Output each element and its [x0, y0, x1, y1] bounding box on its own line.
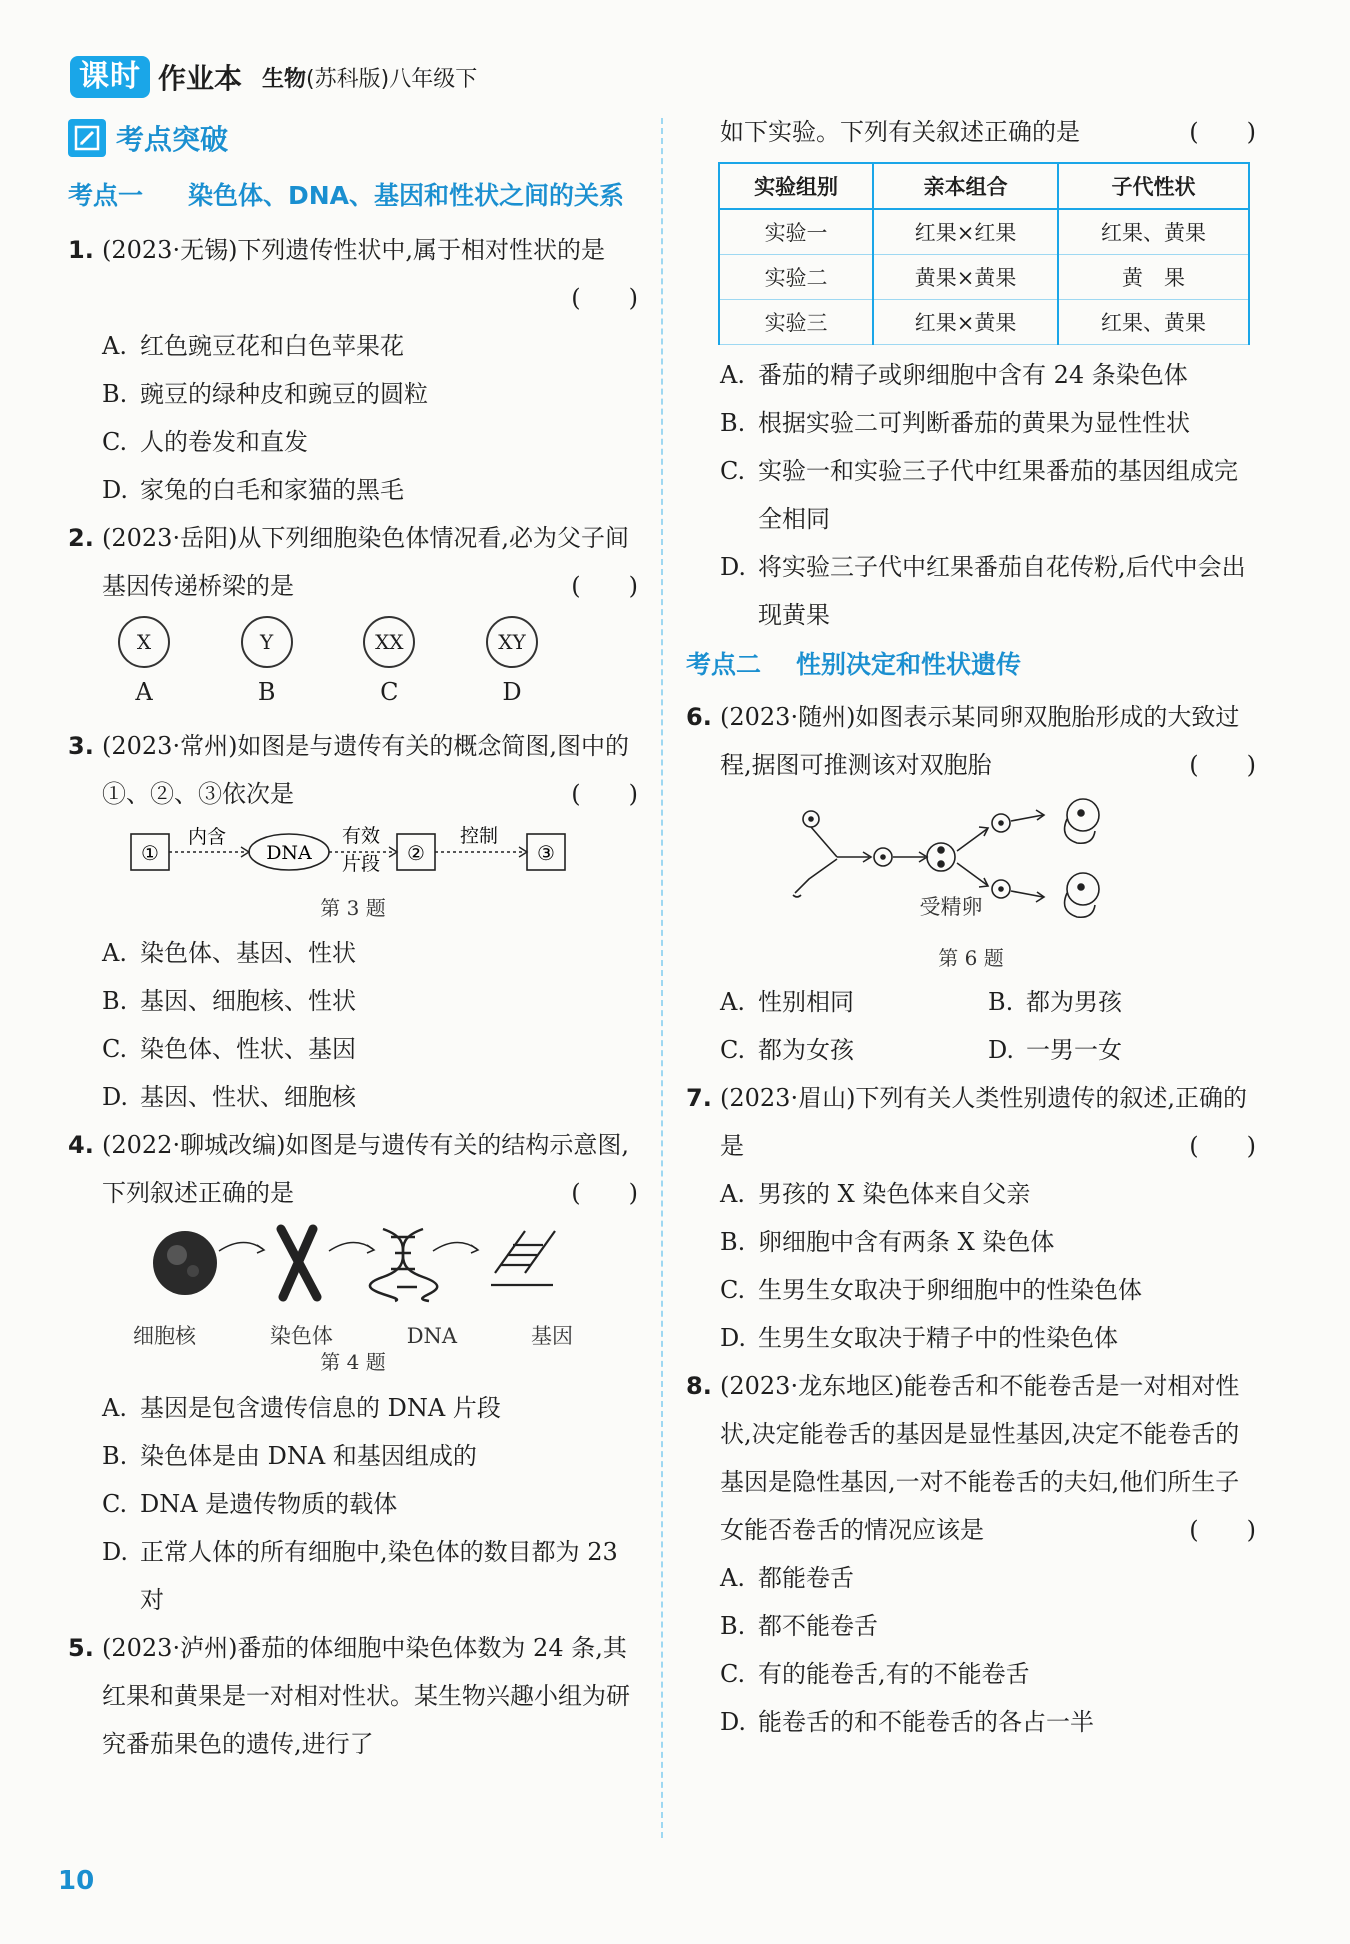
option-text: 实验一和实验三子代中红果番茄的基因组成完全相同	[758, 457, 1238, 533]
question-stem: (2023·眉山)下列有关人类性别遗传的叙述,正确的是	[720, 1084, 1248, 1160]
answer-bracket[interactable]: ( )	[1189, 1132, 1256, 1160]
option-c[interactable]	[720, 1266, 1256, 1314]
option-text: 番茄的精子或卵细胞中含有 24 条染色体	[758, 361, 1188, 389]
box-2-label: ②	[407, 841, 425, 865]
option-text: 性别相同	[758, 988, 854, 1016]
question-1	[68, 226, 638, 514]
book-title	[262, 62, 477, 93]
table-cell: 实验一	[719, 209, 873, 255]
question-6	[686, 693, 1256, 1074]
box-3-label: ③	[537, 841, 555, 865]
figure-caption: 第 6 题	[938, 946, 1004, 970]
left-column	[68, 118, 638, 1768]
option-letter: C.	[720, 457, 746, 485]
option-letter: C.	[102, 1490, 128, 1518]
question-5-continued	[686, 108, 1256, 156]
question-8	[686, 1362, 1256, 1746]
option-b[interactable]	[102, 1432, 638, 1480]
option-letter: B.	[102, 987, 128, 1015]
options-row-1	[720, 978, 1256, 1026]
option-c[interactable]	[102, 1025, 638, 1073]
brand-logo: 课时	[70, 56, 150, 98]
option-text: 都为男孩	[1026, 988, 1122, 1016]
option-text: 都为女孩	[758, 1036, 854, 1064]
option-text: 红色豌豆花和白色苹果花	[140, 332, 404, 360]
section-banner	[68, 118, 638, 158]
option-text: 基因、性状、细胞核	[140, 1083, 356, 1111]
label-chromosome: 染色体	[269, 1324, 333, 1348]
table-row	[719, 300, 1249, 345]
option-b[interactable]	[720, 1602, 1256, 1650]
keypoint-number: 考点一	[68, 181, 144, 210]
answer-bracket[interactable]: ( )	[1189, 1516, 1256, 1544]
arrow-2-label-a: 有效	[341, 825, 381, 847]
option-text: 染色体、基因、性状	[140, 939, 356, 967]
option-letter: B.	[102, 380, 128, 408]
table-cell: 实验二	[719, 255, 873, 300]
option-letter: D.	[102, 1083, 129, 1111]
label-nucleus: 细胞核	[133, 1324, 196, 1348]
question-stem-part-1: (2023·泸州)番茄的体细胞中染色体数为 24 条,其红果和黄果是一对相对性状。某生物兴趣小组为研究番茄果色的遗传,进行了	[102, 1634, 630, 1758]
subject: 生物	[262, 66, 307, 92]
option-text: 生男生女取决于卵细胞中的性染色体	[758, 1276, 1142, 1304]
option-text: 都不能卷舌	[758, 1612, 878, 1640]
option-letter: C.	[102, 1035, 128, 1063]
option-letter: B.	[988, 988, 1014, 1016]
cell-letter: A	[135, 678, 153, 706]
table-cell: 红果×红果	[873, 209, 1058, 255]
option-letter: C.	[102, 428, 128, 456]
option-c[interactable]	[720, 1026, 988, 1074]
option-c[interactable]	[720, 1650, 1256, 1698]
option-a[interactable]	[720, 1554, 1256, 1602]
option-d[interactable]	[720, 1698, 1256, 1746]
question-4	[68, 1121, 638, 1624]
structure-figure	[68, 1223, 638, 1374]
table-header: 亲本组合	[873, 163, 1058, 209]
cell-option-c[interactable]	[363, 616, 415, 716]
option-text: 基因、细胞核、性状	[140, 987, 356, 1015]
option-text: 正常人体的所有细胞中,染色体的数目都为 23 对	[140, 1538, 618, 1614]
option-b[interactable]	[720, 1218, 1256, 1266]
option-letter: B.	[720, 409, 746, 437]
option-a[interactable]	[102, 322, 638, 370]
structure-figure-svg	[133, 1223, 573, 1305]
question-number: 1.	[68, 236, 94, 264]
option-c[interactable]	[720, 447, 1256, 543]
question-number: 2.	[68, 524, 94, 552]
brand-name: 作业本	[158, 62, 243, 95]
option-d[interactable]	[102, 1073, 638, 1121]
cell-circle: XX	[363, 616, 415, 668]
experiment-table	[718, 162, 1250, 345]
table-header-row	[719, 163, 1249, 209]
option-a[interactable]	[720, 351, 1256, 399]
question-7	[686, 1074, 1256, 1362]
pencil-icon	[68, 119, 106, 157]
arrow-3-label: 控制	[459, 825, 499, 847]
nucleus-icon	[153, 1231, 217, 1295]
question-number: 8.	[686, 1372, 712, 1400]
option-text: 基因是包含遗传信息的 DNA 片段	[140, 1394, 501, 1422]
option-letter: A.	[720, 988, 745, 1016]
table-cell: 红果×黄果	[873, 300, 1058, 345]
option-text: 男孩的 X 染色体来自父亲	[758, 1180, 1031, 1208]
question-number: 7.	[686, 1084, 712, 1112]
option-text: 卵细胞中含有两条 X 染色体	[758, 1228, 1055, 1256]
option-d[interactable]	[720, 1314, 1256, 1362]
question-number: 5.	[68, 1634, 94, 1662]
option-letter: A.	[720, 1564, 745, 1592]
option-letter: C.	[720, 1036, 746, 1064]
option-text: 家兔的白毛和家猫的黑毛	[140, 476, 404, 504]
keypoint-number: 考点二	[686, 650, 762, 679]
option-text: 根据实验二可判断番茄的黄果为显性性状	[758, 409, 1190, 437]
table-cell: 红果、黄果	[1058, 300, 1249, 345]
table-cell: 黄 果	[1058, 255, 1249, 300]
option-text: 染色体是由 DNA 和基因组成的	[140, 1442, 477, 1470]
option-text: 一男一女	[1026, 1036, 1122, 1064]
table-header: 实验组别	[719, 163, 873, 209]
page-header	[70, 54, 477, 100]
option-a[interactable]	[720, 1170, 1256, 1218]
dna-label: DNA	[266, 842, 312, 864]
figure-caption: 第 4 题	[320, 1350, 386, 1374]
option-d[interactable]	[102, 1528, 638, 1624]
option-a[interactable]	[102, 1384, 638, 1432]
option-letter: C.	[720, 1660, 746, 1688]
option-letter: A.	[102, 1394, 127, 1422]
option-c[interactable]	[102, 1480, 638, 1528]
zygote-label: 受精卵	[919, 895, 983, 919]
question-5	[68, 1624, 638, 1768]
chromosome-icon	[281, 1229, 317, 1297]
table-cell: 红果、黄果	[1058, 209, 1249, 255]
question-stem: (2023·龙东地区)能卷舌和不能卷舌是一对相对性状,决定能卷舌的基因是显性基因,决定不能卷舌的基因是隐性基因,一对不能卷舌的夫妇,他们所生子女能否卷舌的情况应该是	[720, 1372, 1240, 1544]
concept-diagram-svg	[113, 818, 593, 880]
arrow-1-label: 内含	[187, 826, 227, 848]
box-1-label: ①	[141, 841, 159, 865]
cell-options	[84, 616, 538, 716]
keypoint-2-heading	[686, 641, 1256, 689]
option-b[interactable]	[988, 978, 1256, 1026]
option-d[interactable]	[720, 543, 1256, 639]
cell-circle: X	[118, 616, 170, 668]
answer-bracket[interactable]: ( )	[1189, 118, 1256, 146]
question-number: 3.	[68, 732, 94, 760]
question-number: 4.	[68, 1131, 94, 1159]
option-c[interactable]	[102, 418, 638, 466]
cell-letter: C	[380, 678, 399, 706]
cell-letter: B	[257, 678, 276, 706]
option-text: 生男生女取决于精子中的性染色体	[758, 1324, 1118, 1352]
question-stem: (2023·岳阳)从下列细胞染色体情况看,必为父子间基因传递桥梁的是	[102, 524, 630, 600]
option-letter: D.	[720, 1708, 747, 1736]
option-letter: A.	[720, 361, 745, 389]
table-row	[719, 255, 1249, 300]
option-a[interactable]	[720, 978, 988, 1026]
embryo-icon-1	[1065, 799, 1099, 843]
table-cell: 黄果×黄果	[873, 255, 1058, 300]
keypoint-title: 染色体、DNA、基因和性状之间的关系	[188, 181, 625, 210]
cell-circle: Y	[241, 616, 293, 668]
option-text: 将实验三子代中红果番茄自花传粉,后代中会出现黄果	[758, 553, 1246, 629]
question-stem: (2023·无锡)下列遗传性状中,属于相对性状的是	[102, 236, 606, 264]
option-letter: D.	[720, 1324, 747, 1352]
gene-segment-icon	[491, 1231, 555, 1285]
question-stem-part-2: 如下实验。下列有关叙述正确的是	[720, 118, 1080, 146]
option-text: 人的卷发和直发	[140, 428, 308, 456]
dna-helix-icon	[370, 1229, 437, 1301]
concept-diagram	[68, 818, 638, 919]
table-header: 子代性状	[1058, 163, 1249, 209]
edition: (苏科版)八年级下	[306, 66, 478, 92]
option-letter: D.	[988, 1036, 1015, 1064]
option-text: 染色体、性状、基因	[140, 1035, 356, 1063]
twin-figure	[686, 797, 1256, 970]
option-a[interactable]	[102, 929, 638, 977]
question-stem: (2023·常州)如图是与遗传有关的概念简图,图中的①、②、③依次是	[102, 732, 630, 808]
cell-letter: D	[502, 678, 522, 706]
answer-bracket[interactable]: ( )	[1189, 751, 1256, 779]
table-row	[719, 209, 1249, 255]
arrow-2-label-b: 片段	[341, 853, 381, 875]
option-letter: B.	[102, 1442, 128, 1470]
option-letter: D.	[102, 1538, 129, 1566]
option-b[interactable]	[102, 977, 638, 1025]
option-text: 豌豆的绿种皮和豌豆的圆粒	[140, 380, 428, 408]
column-divider	[661, 118, 663, 1838]
answer-bracket[interactable]: ( )	[571, 1179, 638, 1207]
option-text: DNA 是遗传物质的载体	[140, 1490, 398, 1518]
question-stem: (2023·随州)如图表示某同卵双胞胎形成的大致过程,据图可推测该对双胞胎	[720, 703, 1240, 779]
answer-bracket[interactable]: ( )	[571, 572, 638, 600]
option-d[interactable]	[102, 466, 638, 514]
label-dna: DNA	[406, 1324, 458, 1348]
option-letter: D.	[102, 476, 129, 504]
option-letter: A.	[720, 1180, 745, 1208]
sperm-icon	[795, 859, 837, 893]
cell-option-d[interactable]	[486, 616, 538, 716]
cell-option-b[interactable]	[241, 616, 293, 716]
options-row-2	[720, 1026, 1256, 1074]
option-letter: D.	[720, 553, 747, 581]
structure-labels	[133, 1322, 573, 1350]
keypoint-1-heading	[68, 172, 638, 220]
page-number: 10	[58, 1866, 95, 1896]
question-5-options	[686, 351, 1256, 639]
option-b[interactable]	[720, 399, 1256, 447]
option-text: 能卷舌的和不能卷舌的各占一半	[758, 1708, 1094, 1736]
table-cell: 实验三	[719, 300, 873, 345]
label-gene: 基因	[530, 1324, 573, 1348]
right-column	[686, 118, 1256, 1746]
option-letter: B.	[720, 1228, 746, 1256]
question-3	[68, 722, 638, 1121]
question-2	[68, 514, 638, 716]
option-d[interactable]	[988, 1026, 1256, 1074]
option-text: 有的能卷舌,有的不能卷舌	[758, 1660, 1030, 1688]
option-text: 都能卷舌	[758, 1564, 854, 1592]
keypoint-title: 性别决定和性状遗传	[796, 650, 1022, 679]
option-letter: C.	[720, 1276, 746, 1304]
option-b[interactable]	[102, 370, 638, 418]
answer-bracket[interactable]: ( )	[571, 780, 638, 808]
section-title: 考点突破	[116, 123, 229, 156]
answer-bracket[interactable]: ( )	[571, 284, 638, 312]
option-letter: B.	[720, 1612, 746, 1640]
option-letter: A.	[102, 939, 127, 967]
figure-caption: 第 3 题	[320, 896, 386, 920]
option-letter: A.	[102, 332, 127, 360]
question-stem: (2022·聊城改编)如图是与遗传有关的结构示意图,下列叙述正确的是	[102, 1131, 630, 1207]
cell-circle: XY	[486, 616, 538, 668]
cell-option-a[interactable]	[118, 616, 170, 716]
question-number: 6.	[686, 703, 712, 731]
